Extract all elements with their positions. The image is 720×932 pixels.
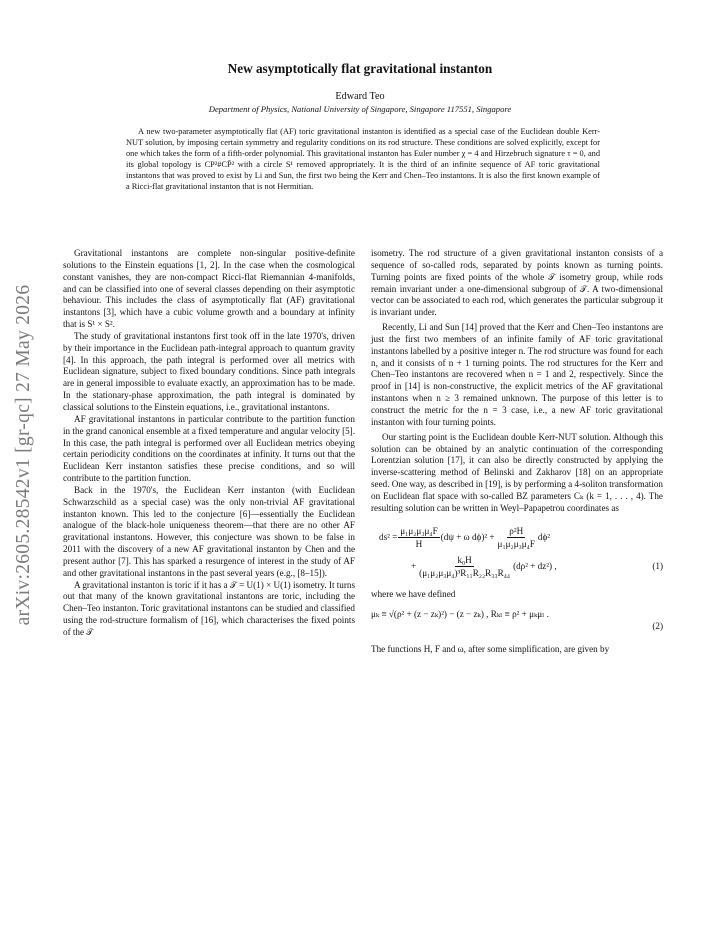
eq1-t1-rest: (dψ + ω dϕ)² + [440, 532, 495, 543]
arxiv-sidebar [2, 245, 46, 665]
eq1-t1-denominator: H [415, 538, 423, 549]
eq1-t3-rest: (dρ² + dz²) , [513, 561, 557, 572]
equation-2 [371, 608, 663, 632]
eq1-t2-rest: dϕ² [537, 532, 551, 543]
paragraph: Recently, Li and Sun [14] proved that the Kerr and Chen–Teo instantons are just the first two members of an infinite family of AF toric gravitational instantons labelled by a positive integer n. The rod structure was found for each n, and it consists of n + 1 turning points. The rod structures for the Kerr and Chen–Teo instantons are recovered when n = 1 and 2, respectively. Since the proof in [14] is non-constructive, the explicit metrics of the AF gravitational instantons when n ≥ 3 remained unknown. The purpose of this letter is to construct the metric for the n = 3 case, i.e., a new AF toric gravitational instanton with four turning points. [371, 322, 663, 427]
author-affiliation: Department of Physics, National University of Singapore, Singapore 117551, Singapore [208, 104, 512, 114]
paragraph: where we have defined [371, 588, 456, 599]
arxiv-identifier: arXiv:2605.28542v1 [gr-qc] 27 May 2026 [13, 284, 34, 626]
eq1-t2-denominator: μ₁μ₂μ₃μ₄F [497, 538, 535, 549]
eq1-t2-numerator: ρ²H [509, 525, 524, 536]
eq1-t3-numerator: k₀H [457, 554, 472, 565]
eq2-body: μₖ ≡ √(ρ² + (z − zₖ)²) − (z − zₖ) , Rₖₗ ≡ ρ² + μₖμₗ . [371, 609, 549, 620]
left-column [63, 248, 355, 639]
paragraph: Back in the 1970's, the Euclidean Kerr instanton (with Euclidean Schwarzschild as a special case) was the only non-trivial AF gravitational instanton known. This led to the conjecture [6]—essentially the Euclidean analogue of the black-hole uniqueness theorem—that there are no other AF gravitational instantons. However, this conjecture was shown to be false in 2011 with the discovery of a new AF gravitational instanton by Chen and the present author [7]. This has sparked a resurgence of interest in the study of AF and other gravitational instantons in the past several years (e.g., [8–15]). [63, 484, 355, 578]
eq1-fraction-3 [417, 554, 512, 579]
equation-number: (1) [652, 561, 663, 572]
equation-1 [371, 525, 663, 579]
paragraph: A gravitational instanton is toric if it has a 𝒯 = U(1) × U(1) isometry. It turns out that many of the known gravitational instantons are toric, including the Chen–Teo instanton. Toric gravitational instantons can be studied and classified using the rod-structure formalism of [16], which characterises the fixed points of the 𝒯 [63, 579, 356, 637]
eq1-fraction-1 [398, 525, 439, 550]
eq1-fraction-2 [496, 525, 537, 550]
paper-title: New asymptotically flat gravitational instanton [227, 61, 493, 76]
author-name: Edward Teo [335, 91, 385, 102]
paragraph: The study of gravitational instantons first took off in the late 1970's, driven by their importance in the Euclidean path-integral approach to quantum gravity [4]. In this approach, the path integral is performed over all metrics with Euclidean signature, subject to fixed boundary conditions. Since path integrals are in general impossible to evaluate exactly, an approximation has to be made. In the stationary-phase approximation, the path integral is dominated by classical solutions to the Einstein equations, i.e., gravitational instantons. [63, 330, 355, 412]
eq1-plus: + [411, 561, 417, 572]
equation-number: (2) [652, 621, 663, 632]
abstract: A new two-parameter asymptotically flat (AF) toric gravitational instanton is identified as a special case of the Euclidean double Kerr-NUT solution, by imposing certain symmetry and regularity conditions on its rod structure. These conditions are solved explicitly, except for one which takes the form of a fifth-order polynomial. This gravitational instanton has Euler number χ = 4 and Hirzebruch signature τ = 0, and its global topology is CP²#CP̄² with a circle S¹ removed appropriately. It is the third of an infinite sequence of AF toric gravitational instantons that was proved to exist by Li and Sun, the first two being the Kerr and Chen–Teo instantons. It is also the first known example of a Ricci-flat gravitational instanton that is not Hermitian. [126, 127, 600, 192]
paragraph: Our starting point is the Euclidean double Kerr-NUT solution. Although this solution can be obtained by an analytic continuation of the corresponding Lorentzian solution [17], it can also be directly constructed by applying the inverse-scattering method of Belinski and Zakharov [18] on an appropriate seed. One way, as described in [19], is by performing a 4-soliton transformation on Euclidean flat space with so-called BZ parameters Cₖ (k = 1, . . . , 4). The resulting solution can be written in Weyl–Papapetrou coordinates as [371, 431, 663, 513]
eq1-lhs: ds² = [379, 532, 398, 543]
paragraph: AF gravitational instantons in particular contribute to the partition function in the grand canonical ensemble at a fixed temperature and angular velocity [5]. In this case, the path integral is performed over all Euclidean metrics obeying certain periodicity conditions on the coordinates at infinity. It turns out that the Euclidean Kerr instanton satisfies these precise conditions, and so will contribute to the partition function. [63, 413, 355, 484]
paragraph: The functions H, F and ω, after some simplification, are given by [371, 644, 610, 655]
right-column [371, 248, 663, 656]
eq1-t1-numerator: μ₁μ₂μ₃μ₄F [400, 525, 438, 536]
paragraph: Gravitational instantons are complete non-singular positive-definite solutions to the Einstein equations [1, 2]. In the case when the cosmological constant vanishes, they are non-compact Ricci-flat Riemannian 4-manifolds, and can be classified into one of several classes depending on their asymptotic behaviour. This includes the class of asymptotically flat (AF) gravitational instantons [3], which have a cubic volume growth and a boundary at infinity that is S¹ × S². [63, 248, 355, 330]
paragraph: isometry. The rod structure of a given gravitational instanton consists of a sequence of so-called rods, separated by points known as turning points. Turning points are fixed points of the whole 𝒯 isometry group, while rods remain invariant under a one-dimensional subgroup of 𝒯. A two-dimensional vector can be associated to each rod, which generates the particular subgroup it is invariant under. [371, 248, 663, 318]
eq1-t3-denominator: (μ₁μ₂μ₃μ₄)³R₁₁R₂₂R₃₃R₄₄ [419, 567, 511, 578]
